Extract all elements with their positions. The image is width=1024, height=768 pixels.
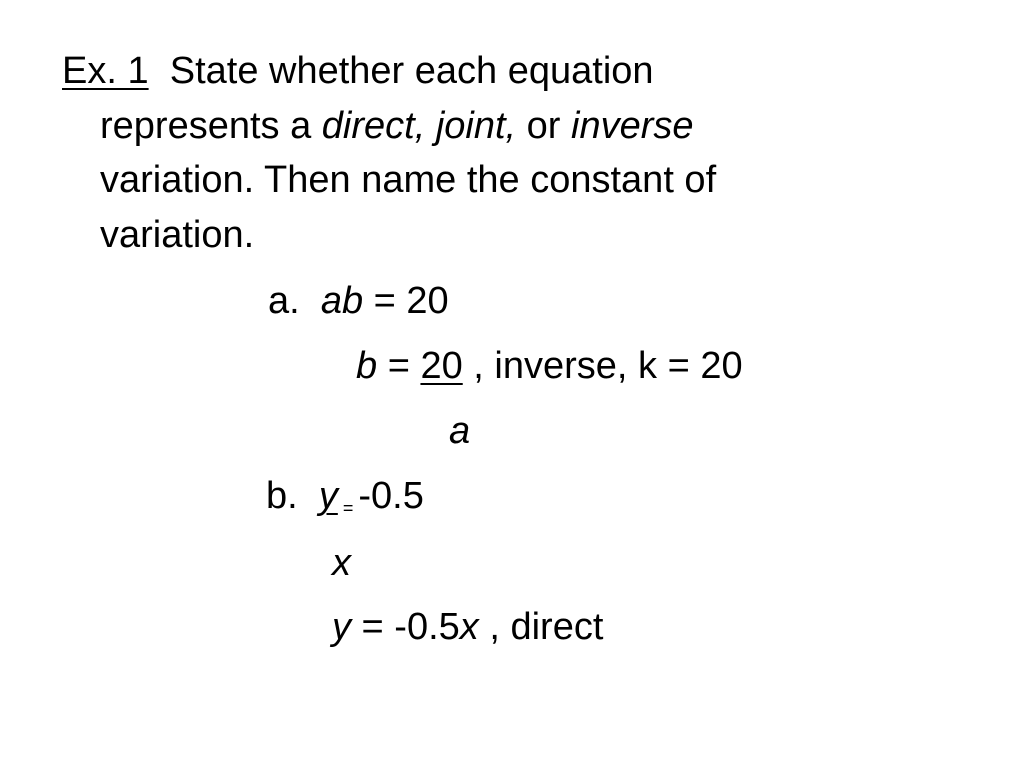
part-b-solution-result: , direct (478, 606, 604, 648)
part-b-value: -0.5 (358, 475, 424, 517)
part-a-solution-eq: = (377, 345, 421, 387)
intro-line-2 (100, 107, 694, 145)
intro-line-3: variation. Then name the constant of (100, 159, 717, 201)
part-b-fraction-numerator: y (318, 475, 338, 517)
part-a-lhs: ab (320, 280, 364, 322)
part-a-fraction-numerator: 20 (420, 345, 463, 387)
part-a-equation (268, 282, 449, 320)
intro-word-or: or (516, 105, 572, 147)
part-b-solution-var: y (332, 606, 351, 648)
part-b-solution-x: x (459, 606, 479, 648)
part-a-fraction-denominator: a (449, 410, 471, 452)
part-b-solution (332, 608, 603, 646)
intro-line-4: variation. (100, 214, 255, 256)
part-b-fraction-denominator: x (332, 542, 351, 584)
intro-term-direct-joint: direct, joint, (321, 105, 517, 147)
part-b-equals: = (337, 498, 359, 518)
part-a-rhs: = 20 (363, 280, 449, 322)
intro-line-1-text: State whether each equation (169, 50, 654, 92)
example-label: Ex. 1 (62, 50, 149, 92)
intro-line-2-prefix: represents a (100, 105, 322, 147)
part-a-label: a. (268, 280, 300, 322)
part-b-solution-eq: = -0.5 (351, 606, 460, 648)
part-a-solution-result: , inverse, k = 20 (462, 345, 743, 387)
intro-line-1 (62, 52, 654, 90)
part-a-solution-var: b (356, 345, 378, 387)
part-a-solution (356, 347, 743, 385)
part-b-label: b. (266, 475, 298, 517)
intro-term-inverse: inverse (571, 105, 694, 147)
part-b-equation (266, 475, 424, 518)
